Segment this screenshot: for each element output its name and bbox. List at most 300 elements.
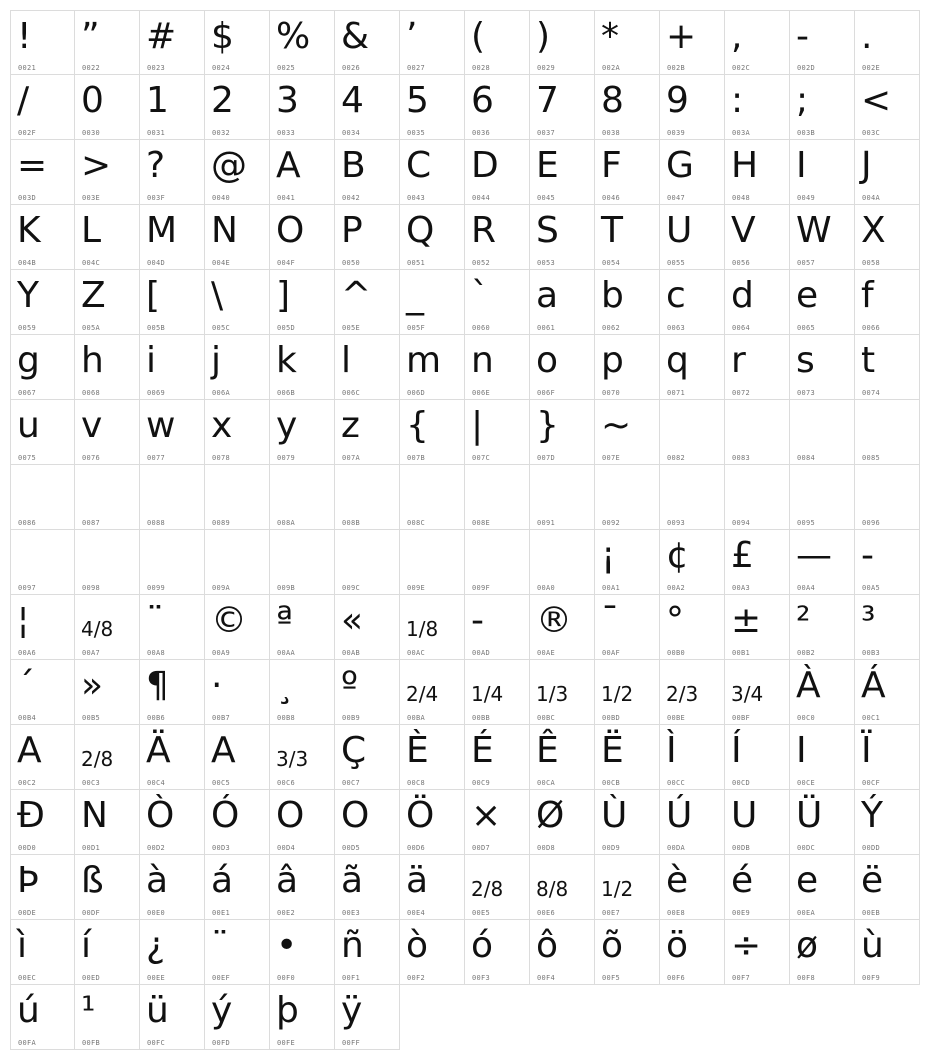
glyph-char: V: [731, 210, 756, 251]
glyph-code: 0075: [18, 454, 37, 462]
glyph-char: e: [796, 860, 819, 901]
glyph-char: N: [211, 210, 238, 251]
glyph-char: 1/2: [601, 682, 634, 706]
glyph-code: 00F4: [537, 974, 556, 982]
glyph-code: 00D3: [212, 844, 231, 852]
glyph-cell: [400, 920, 465, 985]
glyph-cell: [530, 855, 595, 920]
glyph-cell: [725, 335, 790, 400]
glyph-code: 00BA: [407, 714, 426, 722]
glyph-code: 0063: [667, 324, 686, 332]
glyph-cell: [660, 920, 725, 985]
glyph-code: 00A2: [667, 584, 686, 592]
glyph-code: 00C8: [407, 779, 426, 787]
glyph-char: A: [17, 730, 42, 771]
glyph-char: ¹: [81, 990, 96, 1031]
glyph-code: 0093: [667, 519, 686, 527]
glyph-char: -: [796, 16, 809, 57]
glyph-char: ¦: [17, 600, 30, 641]
glyph-code: 0032: [212, 129, 231, 137]
glyph-char: G: [666, 145, 694, 186]
glyph-char: ´: [17, 665, 35, 706]
glyph-char: 3/4: [731, 682, 764, 706]
glyph-char: ñ: [341, 925, 364, 966]
glyph-cell: [595, 725, 660, 790]
glyph-char: ù: [861, 925, 884, 966]
glyph-cell: [595, 660, 660, 725]
glyph-char: ä: [406, 860, 429, 901]
glyph-char: %: [276, 16, 311, 57]
glyph-char: ã: [341, 860, 364, 901]
glyph-code: 0094: [732, 519, 751, 527]
glyph-char: é: [731, 860, 754, 901]
glyph-code: 00C4: [147, 779, 166, 787]
glyph-code: 0028: [472, 64, 491, 72]
glyph-cell: [530, 725, 595, 790]
glyph-char: £: [731, 535, 754, 576]
glyph-char: M: [146, 210, 178, 251]
glyph-char: ”: [81, 16, 100, 57]
glyph-cell: [10, 595, 75, 660]
glyph-cell: [595, 855, 660, 920]
glyph-cell: [335, 140, 400, 205]
glyph-cell: [595, 790, 660, 855]
glyph-char: P: [341, 210, 363, 251]
glyph-char: è: [666, 860, 689, 901]
glyph-code: 00CC: [667, 779, 686, 787]
glyph-cell: [465, 75, 530, 140]
glyph-cell: [400, 400, 465, 465]
glyph-char: 5: [406, 80, 429, 121]
glyph-code: 00F5: [602, 974, 621, 982]
glyph-char: Ê: [536, 730, 559, 771]
glyph-char: 1/2: [601, 877, 634, 901]
glyph-cell: [855, 660, 920, 725]
glyph-char: Ò: [146, 795, 175, 836]
glyph-cell: [75, 855, 140, 920]
glyph-code: 0037: [537, 129, 556, 137]
glyph-cell: [465, 660, 530, 725]
glyph-cell: [725, 855, 790, 920]
glyph-char: !: [17, 16, 32, 57]
glyph-code: 004A: [862, 194, 881, 202]
glyph-code: 0026: [342, 64, 361, 72]
glyph-code: 004C: [82, 259, 101, 267]
glyph-char: à: [146, 860, 169, 901]
glyph-code: 00B8: [277, 714, 296, 722]
glyph-char: {: [406, 405, 429, 446]
glyph-cell: [400, 205, 465, 270]
glyph-cell: [335, 595, 400, 660]
glyph-char: d: [731, 275, 754, 316]
glyph-cell: [10, 725, 75, 790]
glyph-cell: [790, 140, 855, 205]
glyph-cell: [10, 10, 75, 75]
glyph-code: 00FD: [212, 1039, 231, 1047]
glyph-cell: [270, 270, 335, 335]
glyph-cell: [10, 660, 75, 725]
glyph-code: 00F7: [732, 974, 751, 982]
glyph-char: w: [146, 405, 176, 446]
glyph-code: 00CF: [862, 779, 881, 787]
glyph-char: N: [81, 795, 108, 836]
glyph-char: _: [406, 275, 424, 316]
glyph-cell: [595, 10, 660, 75]
glyph-code: 009C: [342, 584, 361, 592]
glyph-code: 00E5: [472, 909, 491, 917]
glyph-char: m: [406, 340, 442, 381]
glyph-cell: [465, 10, 530, 75]
glyph-code: 009F: [472, 584, 491, 592]
glyph-cell: [465, 595, 530, 660]
glyph-code: 00E4: [407, 909, 426, 917]
glyph-code: 0076: [82, 454, 101, 462]
glyph-cell: [595, 75, 660, 140]
glyph-code: 009E: [407, 584, 426, 592]
glyph-cell: [855, 335, 920, 400]
glyph-cell: [725, 595, 790, 660]
glyph-char: ë: [861, 860, 884, 901]
glyph-char: ,: [731, 16, 743, 57]
glyph-cell: [725, 270, 790, 335]
glyph-cell: [335, 725, 400, 790]
glyph-code: 0059: [18, 324, 37, 332]
glyph-char: (: [471, 16, 486, 57]
glyph-code: 00B9: [342, 714, 361, 722]
glyph-char: ø: [796, 925, 819, 966]
glyph-char: W: [796, 210, 832, 251]
glyph-char: Ü: [796, 795, 823, 836]
glyph-code: 0066: [862, 324, 881, 332]
glyph-code: 0074: [862, 389, 881, 397]
glyph-cell: [595, 205, 660, 270]
glyph-char: a: [536, 275, 559, 316]
glyph-code: 00EE: [147, 974, 166, 982]
glyph-char: *: [601, 16, 619, 57]
glyph-char: E: [536, 145, 559, 186]
glyph-cell: [205, 660, 270, 725]
glyph-code: 008B: [342, 519, 361, 527]
glyph-cell: [530, 205, 595, 270]
glyph-cell: [400, 465, 465, 530]
glyph-cell: [465, 530, 530, 595]
glyph-code: 005D: [277, 324, 296, 332]
glyph-char: `: [471, 275, 489, 316]
glyph-char: ^: [341, 275, 372, 316]
glyph-code: 00B1: [732, 649, 751, 657]
glyph-char: =: [17, 145, 48, 186]
glyph-code: 00DB: [732, 844, 751, 852]
glyph-char: É: [471, 730, 494, 771]
glyph-char: n: [471, 340, 494, 381]
glyph-cell: [140, 400, 205, 465]
glyph-char: ±: [731, 600, 762, 641]
glyph-code: 0099: [147, 584, 166, 592]
glyph-code: 004F: [277, 259, 296, 267]
glyph-code: 0050: [342, 259, 361, 267]
glyph-cell: [270, 985, 335, 1050]
glyph-code: 0089: [212, 519, 231, 527]
glyph-cell: [10, 75, 75, 140]
glyph-cell: [595, 465, 660, 530]
glyph-cell: [725, 140, 790, 205]
glyph-char: L: [81, 210, 102, 251]
glyph-code: 0083: [732, 454, 751, 462]
glyph-cell: [725, 75, 790, 140]
glyph-char: õ: [601, 925, 624, 966]
glyph-cell: [660, 660, 725, 725]
glyph-code: 00C5: [212, 779, 231, 787]
glyph-char: Đ: [17, 795, 45, 836]
glyph-code: 00DA: [667, 844, 686, 852]
glyph-char: O: [276, 795, 305, 836]
glyph-code: 002F: [18, 129, 37, 137]
glyph-char: 2/3: [666, 682, 699, 706]
glyph-char: 2/8: [81, 747, 114, 771]
glyph-cell: [790, 595, 855, 660]
glyph-cell: [335, 660, 400, 725]
glyph-cell: [335, 985, 400, 1050]
glyph-char: í: [81, 925, 92, 966]
glyph-char: 2: [211, 80, 234, 121]
glyph-code: 00C2: [18, 779, 37, 787]
glyph-code: 0095: [797, 519, 816, 527]
glyph-char: q: [666, 340, 689, 381]
glyph-char: ü: [146, 990, 169, 1031]
glyph-cell: [270, 465, 335, 530]
glyph-code: 00F2: [407, 974, 426, 982]
glyph-code: 00D8: [537, 844, 556, 852]
glyph-char: .: [861, 16, 873, 57]
glyph-code: 0048: [732, 194, 751, 202]
glyph-code: 0092: [602, 519, 621, 527]
glyph-code: 0044: [472, 194, 491, 202]
glyph-cell: [790, 790, 855, 855]
glyph-cell: [465, 335, 530, 400]
glyph-char: :: [731, 80, 744, 121]
glyph-cell: [530, 75, 595, 140]
glyph-code: 00C0: [797, 714, 816, 722]
glyph-code: 0049: [797, 194, 816, 202]
glyph-char: J: [861, 145, 872, 186]
glyph-code: 0052: [472, 259, 491, 267]
glyph-code: 00D7: [472, 844, 491, 852]
glyph-char: \: [211, 275, 224, 316]
glyph-char: #: [146, 16, 177, 57]
glyph-char: Ý: [861, 795, 883, 836]
glyph-cell: [855, 75, 920, 140]
glyph-cell: [75, 985, 140, 1050]
glyph-code: 00E6: [537, 909, 556, 917]
glyph-cell: [660, 335, 725, 400]
glyph-char: Ë: [601, 730, 624, 771]
glyph-char: ý: [211, 990, 233, 1031]
glyph-code: 0025: [277, 64, 296, 72]
glyph-cell: [465, 855, 530, 920]
glyph-char: ¸: [276, 665, 294, 706]
glyph-code: 0073: [797, 389, 816, 397]
glyph-code: 00F8: [797, 974, 816, 982]
glyph-code: 0046: [602, 194, 621, 202]
glyph-code: 006E: [472, 389, 491, 397]
glyph-char: $: [211, 16, 234, 57]
glyph-cell: [855, 400, 920, 465]
glyph-cell: [270, 595, 335, 660]
glyph-cell: [790, 855, 855, 920]
glyph-char: ¨: [146, 600, 164, 641]
glyph-cell: [75, 140, 140, 205]
glyph-char: Þ: [17, 860, 39, 901]
glyph-code: 0077: [147, 454, 166, 462]
glyph-cell: [140, 660, 205, 725]
glyph-code: 0031: [147, 129, 166, 137]
glyph-char: ?: [146, 145, 166, 186]
glyph-char: þ: [276, 990, 299, 1031]
glyph-char: Í: [731, 730, 742, 771]
glyph-code: 0070: [602, 389, 621, 397]
glyph-char: 1: [146, 80, 169, 121]
glyph-char: 7: [536, 80, 559, 121]
glyph-char: 8/8: [536, 877, 569, 901]
glyph-cell: [465, 140, 530, 205]
glyph-code: 00BF: [732, 714, 751, 722]
glyph-cell: [790, 920, 855, 985]
glyph-cell: [595, 920, 660, 985]
glyph-code: 005A: [82, 324, 101, 332]
glyph-char: ¨: [211, 925, 229, 966]
glyph-code: 008C: [407, 519, 426, 527]
glyph-cell: [335, 335, 400, 400]
glyph-cell: [75, 920, 140, 985]
glyph-cell: [75, 335, 140, 400]
glyph-char: X: [861, 210, 886, 251]
glyph-cell: [335, 270, 400, 335]
glyph-cell: [205, 855, 270, 920]
glyph-cell: [790, 75, 855, 140]
glyph-char: Ç: [341, 730, 367, 771]
glyph-cell: [75, 790, 140, 855]
glyph-cell: [270, 335, 335, 400]
glyph-code: 0036: [472, 129, 491, 137]
glyph-code: 00A5: [862, 584, 881, 592]
glyph-char: <: [861, 80, 892, 121]
glyph-char: ~: [601, 405, 632, 446]
glyph-code: 00AE: [537, 649, 556, 657]
glyph-char: ö: [666, 925, 689, 966]
glyph-cell: [660, 530, 725, 595]
glyph-char: 3/3: [276, 747, 309, 771]
glyph-cell: [530, 660, 595, 725]
glyph-cell: [270, 140, 335, 205]
glyph-code: 006B: [277, 389, 296, 397]
glyph-cell: [335, 790, 400, 855]
glyph-cell: [400, 790, 465, 855]
glyph-code: 0091: [537, 519, 556, 527]
glyph-code: 00BD: [602, 714, 621, 722]
glyph-code: 00FB: [82, 1039, 101, 1047]
glyph-cell: [75, 660, 140, 725]
glyph-code: 0058: [862, 259, 881, 267]
glyph-char: â: [276, 860, 299, 901]
glyph-cell: [465, 725, 530, 790]
glyph-cell: [855, 205, 920, 270]
glyph-cell: [75, 75, 140, 140]
glyph-char: ó: [471, 925, 494, 966]
glyph-code: 00D2: [147, 844, 166, 852]
glyph-cell: [10, 140, 75, 205]
glyph-cell: [140, 205, 205, 270]
glyph-cell: [270, 205, 335, 270]
glyph-code: 004B: [18, 259, 37, 267]
glyph-cell: [10, 400, 75, 465]
glyph-cell: [660, 790, 725, 855]
glyph-cell: [530, 10, 595, 75]
glyph-cell: [140, 920, 205, 985]
glyph-cell: [595, 270, 660, 335]
glyph-code: 00E7: [602, 909, 621, 917]
glyph-char: ©: [211, 600, 247, 641]
glyph-cell: [725, 790, 790, 855]
glyph-char: ·: [211, 665, 223, 706]
glyph-char: 2/8: [471, 877, 504, 901]
glyph-char: @: [211, 145, 247, 186]
glyph-cell: [660, 10, 725, 75]
glyph-char: y: [276, 405, 298, 446]
glyph-char: e: [796, 275, 819, 316]
glyph-cell: [270, 660, 335, 725]
glyph-code: 0047: [667, 194, 686, 202]
glyph-char: r: [731, 340, 746, 381]
glyph-char: «: [341, 600, 364, 641]
glyph-cell: [725, 920, 790, 985]
glyph-cell: [595, 400, 660, 465]
glyph-code: 0097: [18, 584, 37, 592]
glyph-code: 00B7: [212, 714, 231, 722]
glyph-code: 002C: [732, 64, 751, 72]
glyph-code: 0064: [732, 324, 751, 332]
glyph-char: •: [276, 925, 298, 966]
glyph-code: 0096: [862, 519, 881, 527]
glyph-code: 0039: [667, 129, 686, 137]
glyph-cell: [335, 855, 400, 920]
glyph-code: 0072: [732, 389, 751, 397]
glyph-char: ¡: [601, 535, 616, 576]
glyph-code: 00AD: [472, 649, 491, 657]
glyph-cell: [140, 335, 205, 400]
glyph-char: t: [861, 340, 876, 381]
glyph-cell: [270, 10, 335, 75]
glyph-cell: [855, 465, 920, 530]
glyph-cell: [140, 725, 205, 790]
glyph-code: 00C1: [862, 714, 881, 722]
glyph-char: ’: [406, 16, 418, 57]
glyph-code: 00C3: [82, 779, 101, 787]
glyph-cell: [530, 790, 595, 855]
glyph-code: 00D6: [407, 844, 426, 852]
glyph-cell: [75, 270, 140, 335]
glyph-code: 00EC: [18, 974, 37, 982]
glyph-cell: [465, 270, 530, 335]
glyph-code: 003A: [732, 129, 751, 137]
glyph-char: A: [276, 145, 301, 186]
glyph-cell: [790, 530, 855, 595]
glyph-code: 0043: [407, 194, 426, 202]
glyph-code: 0023: [147, 64, 166, 72]
glyph-cell: [140, 855, 205, 920]
glyph-cell: [205, 10, 270, 75]
glyph-char: 3: [276, 80, 299, 121]
glyph-code: 002D: [797, 64, 816, 72]
